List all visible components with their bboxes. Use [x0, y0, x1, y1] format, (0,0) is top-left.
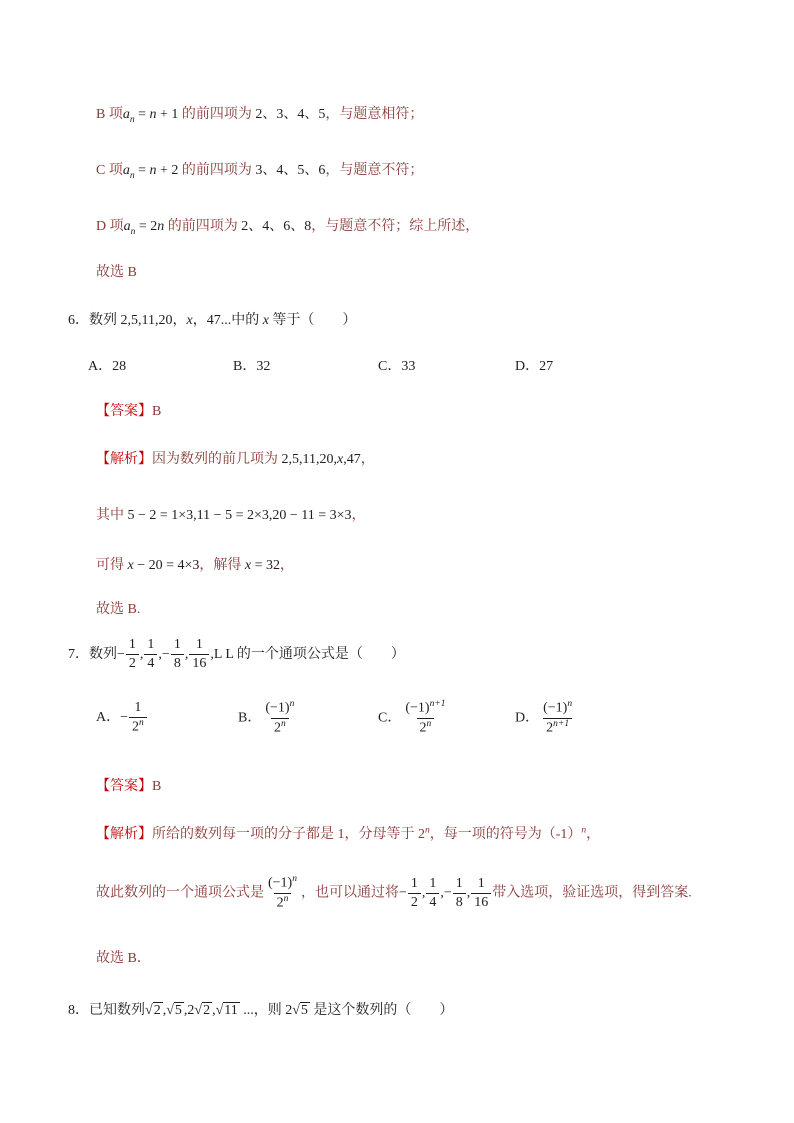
text-span: ，与题意相符；: [325, 107, 424, 122]
text-span: 故选 B.: [96, 602, 141, 617]
text-span: 2: [546, 720, 554, 736]
text-span: 1: [477, 875, 485, 891]
fraction: [426, 876, 439, 911]
text-span: 3、4、5、6: [251, 163, 326, 178]
text-span: 因为数列的前几项为: [152, 452, 282, 467]
question-8: [68, 1000, 453, 1022]
text-span: ,47: [343, 452, 361, 467]
text-span: = 2: [135, 219, 158, 234]
text-span: (−1): [543, 700, 568, 716]
fraction-numerator: [193, 637, 206, 654]
text-span: 2: [128, 656, 136, 672]
text-span: a: [123, 219, 131, 234]
question-7-analysis-2: [96, 875, 692, 921]
radicand: 2: [203, 1003, 211, 1018]
superscript: n: [292, 874, 297, 884]
superscript: n: [567, 699, 573, 709]
text-span: − 20 = 4×3: [133, 558, 200, 573]
text-span: 8: [455, 894, 463, 910]
radicand: 2: [153, 1003, 161, 1018]
text-span: C．33: [378, 359, 416, 374]
text-span: 的一个通项公式是（ ）: [236, 646, 405, 662]
subscript: n: [129, 114, 135, 125]
text-span: ,: [212, 1003, 216, 1018]
text-span: A．−: [96, 710, 129, 726]
text-span: ,: [139, 646, 144, 662]
text-span: B 项: [96, 107, 123, 122]
text-span: a: [122, 163, 130, 178]
text-span: ,−: [440, 885, 452, 901]
question-6-answer: [96, 401, 161, 423]
text-span: D．27: [515, 359, 554, 374]
option-a: [88, 356, 126, 378]
text-span: B．32: [233, 359, 271, 374]
text-span: 是这个数列的（ ）: [309, 1003, 454, 1018]
superscript: n+1: [553, 718, 570, 729]
fraction-denominator: [453, 893, 466, 911]
superscript: n: [426, 718, 432, 729]
text-span: ,2: [183, 1003, 195, 1018]
square-root: [194, 1002, 212, 1018]
fraction-denominator: [274, 893, 292, 912]
square-root: [166, 1002, 184, 1018]
subscript: n: [129, 170, 135, 181]
text-span: 1: [429, 875, 437, 891]
text-span: 1: [195, 637, 203, 652]
superscript: n: [581, 825, 587, 836]
text-span: ，: [360, 452, 375, 467]
text-span: ,: [184, 646, 189, 662]
question-7-conclusion: [96, 948, 151, 970]
text-span: D．: [515, 710, 540, 726]
question-6-analysis-2: [96, 505, 366, 527]
fraction: [408, 876, 421, 911]
text-span: 2: [276, 895, 284, 911]
fraction-numerator: [131, 700, 144, 717]
text-span: ,: [466, 885, 471, 901]
text-span: B．: [238, 710, 262, 726]
text-span: 2: [419, 720, 427, 736]
text-span: =: [134, 107, 150, 122]
text-span: C 项: [96, 163, 123, 178]
text-span: + 1: [156, 107, 182, 122]
text-span: 4: [147, 656, 155, 672]
fraction-numerator: [144, 637, 157, 654]
text-span: ，与题意不符；: [325, 163, 424, 178]
text-span: 等于（ ）: [268, 313, 357, 328]
fraction: [189, 637, 209, 672]
fraction: [144, 637, 157, 672]
fraction: [129, 700, 147, 736]
fraction-numerator: [171, 637, 184, 654]
radicand: 5: [174, 1003, 182, 1018]
option-c: [378, 700, 450, 737]
question-7-options: [0, 700, 794, 746]
text-span: (−1): [268, 875, 293, 891]
text-span: 所给的数列每一项的分子都是 1，分母等于 2: [152, 827, 425, 842]
text-span: 5 − 2 = 1×3,11 − 5 = 2×3,20 − 11 = 3×3: [124, 508, 352, 523]
question-6-analysis-3: [96, 555, 294, 577]
text-span: 的前四项为: [181, 107, 252, 122]
radicand: 11: [224, 1003, 238, 1018]
superscript: n: [280, 718, 286, 729]
fraction: [262, 700, 297, 737]
text-span: 其中: [96, 508, 124, 523]
text-span: −: [398, 885, 407, 901]
radical-sign: √: [215, 1003, 224, 1018]
text-span: C．: [378, 710, 402, 726]
superscript: n: [139, 718, 144, 729]
fraction-denominator: [144, 654, 157, 672]
option-d: [515, 356, 553, 378]
text-span: D 项: [96, 219, 124, 234]
text-span: x: [244, 558, 252, 573]
fraction: [540, 700, 575, 737]
fraction-denominator: [271, 718, 289, 737]
text-span: + 2: [156, 163, 182, 178]
text-span: 带入选项，验证选项，得到答案.: [492, 885, 692, 901]
text-span: 【答案】: [96, 779, 152, 794]
subscript: n: [130, 226, 136, 237]
text-span: A．28: [88, 359, 127, 374]
text-span: ，: [586, 827, 601, 842]
fraction-numerator: [453, 876, 466, 893]
text-span: 2、3、4、5: [251, 107, 326, 122]
fraction: [265, 875, 300, 912]
text-span: 1: [455, 875, 463, 891]
fraction-numerator: [475, 876, 488, 893]
text-span: x: [186, 313, 193, 328]
fraction: [126, 637, 139, 672]
text-span: ,: [421, 885, 426, 901]
text-span: 2: [410, 894, 418, 910]
fraction: [402, 700, 448, 737]
superscript: n: [289, 699, 295, 709]
option-b: [233, 356, 270, 378]
text-span: x: [336, 452, 344, 467]
text-span: 16: [192, 656, 207, 672]
question-7-answer: [96, 776, 161, 798]
fraction-numerator: [426, 876, 439, 893]
square-root: [216, 1002, 240, 1018]
text-span: n: [157, 219, 165, 234]
fraction-denominator: [543, 718, 572, 737]
question-6-conclusion: [96, 599, 140, 621]
text-span: (−1): [265, 700, 290, 716]
text-span: n: [149, 107, 157, 122]
text-span: 故选 B: [96, 265, 137, 280]
option-d: [515, 700, 576, 737]
text-span: 的前四项为: [181, 163, 252, 178]
text-span: 1: [128, 637, 136, 652]
text-span: 7．数列−: [68, 646, 125, 662]
text-span: 【解析】: [96, 452, 152, 467]
solution5-line-c: [96, 160, 423, 182]
text-span: 可得: [96, 558, 128, 573]
solution5-conclusion: [96, 262, 137, 284]
fraction-numerator: [402, 700, 448, 718]
fraction-denominator: [171, 654, 184, 672]
fraction-denominator: [189, 654, 209, 672]
text-span: ,L L: [210, 646, 237, 662]
solution5-line-d: [96, 216, 479, 238]
text-span: 2: [273, 720, 281, 736]
text-span: B: [152, 779, 162, 794]
text-span: 8: [173, 656, 181, 672]
fraction-denominator: [408, 893, 421, 911]
radical-sign: √: [194, 1003, 203, 1018]
text-span: ，与题意不符；综上所述，: [311, 219, 480, 234]
text-span: a: [122, 107, 130, 122]
text-span: ...，则 2: [239, 1003, 293, 1018]
text-span: ，: [280, 558, 295, 573]
text-span: 16: [474, 894, 489, 910]
text-span: (−1): [405, 700, 430, 716]
square-root: [292, 1002, 310, 1018]
fraction-numerator: [408, 876, 421, 893]
radical-sign: √: [292, 1003, 300, 1018]
question-6-analysis-1: [96, 449, 375, 471]
question-6: [68, 310, 356, 332]
fraction-denominator: [129, 717, 147, 736]
option-c: [378, 356, 415, 378]
radical-sign: √: [166, 1003, 174, 1018]
fraction: [171, 637, 184, 672]
superscript: n: [283, 893, 289, 904]
text-span: 的前四项为: [167, 219, 238, 234]
text-span: ,−: [158, 646, 170, 662]
text-span: ,: [162, 1003, 167, 1018]
superscript: n+1: [429, 699, 446, 709]
question-7-analysis-1: [96, 824, 600, 846]
text-span: x: [127, 558, 134, 573]
text-span: 【答案】: [96, 404, 152, 419]
text-span: =: [134, 163, 150, 178]
text-span: 1: [410, 875, 418, 891]
fraction: [471, 876, 491, 911]
option-a: [96, 700, 148, 736]
radicand: 5: [300, 1003, 308, 1018]
text-span: 4: [429, 894, 437, 910]
text-span: ，每一项的符号为（-1）: [429, 827, 582, 842]
option-b: [238, 700, 298, 737]
text-span: n: [149, 163, 157, 178]
fraction-denominator: [471, 893, 491, 911]
text-span: ，解得: [199, 558, 245, 573]
text-span: 2: [132, 719, 140, 735]
fraction-denominator: [426, 893, 439, 911]
fraction-numerator: [540, 700, 575, 718]
text-span: B: [152, 404, 162, 419]
fraction-numerator: [126, 637, 139, 654]
text-span: = 32: [251, 558, 281, 573]
text-span: 1: [173, 637, 181, 652]
text-span: ，: [351, 508, 366, 523]
text-span: 1: [134, 700, 142, 715]
fraction: [453, 876, 466, 911]
text-span: 【解析】: [96, 827, 152, 842]
radical-sign: √: [145, 1003, 153, 1018]
text-span: 8．已知数列: [68, 1003, 145, 1018]
solution5-line-b: [96, 104, 423, 126]
text-span: 2、4、6、8: [237, 219, 312, 234]
fraction-denominator: [126, 654, 139, 672]
text-span: ，47...中的: [192, 313, 263, 328]
text-span: ，也可以通过将: [300, 885, 399, 901]
fraction-denominator: [417, 718, 435, 737]
superscript: n: [425, 825, 430, 836]
text-span: 故此数列的一个通项公式是: [96, 885, 264, 901]
fraction-numerator: [262, 700, 297, 718]
text-span: 1: [147, 637, 155, 652]
text-span: 6．数列 2,5,11,20，: [68, 313, 187, 328]
text-span: 2,5,11,20,: [281, 452, 337, 467]
square-root: [145, 1002, 163, 1018]
fraction-numerator: [265, 875, 300, 893]
question-7: [68, 637, 405, 681]
text-span: 故选 B．: [96, 951, 151, 966]
text-span: x: [262, 313, 269, 328]
